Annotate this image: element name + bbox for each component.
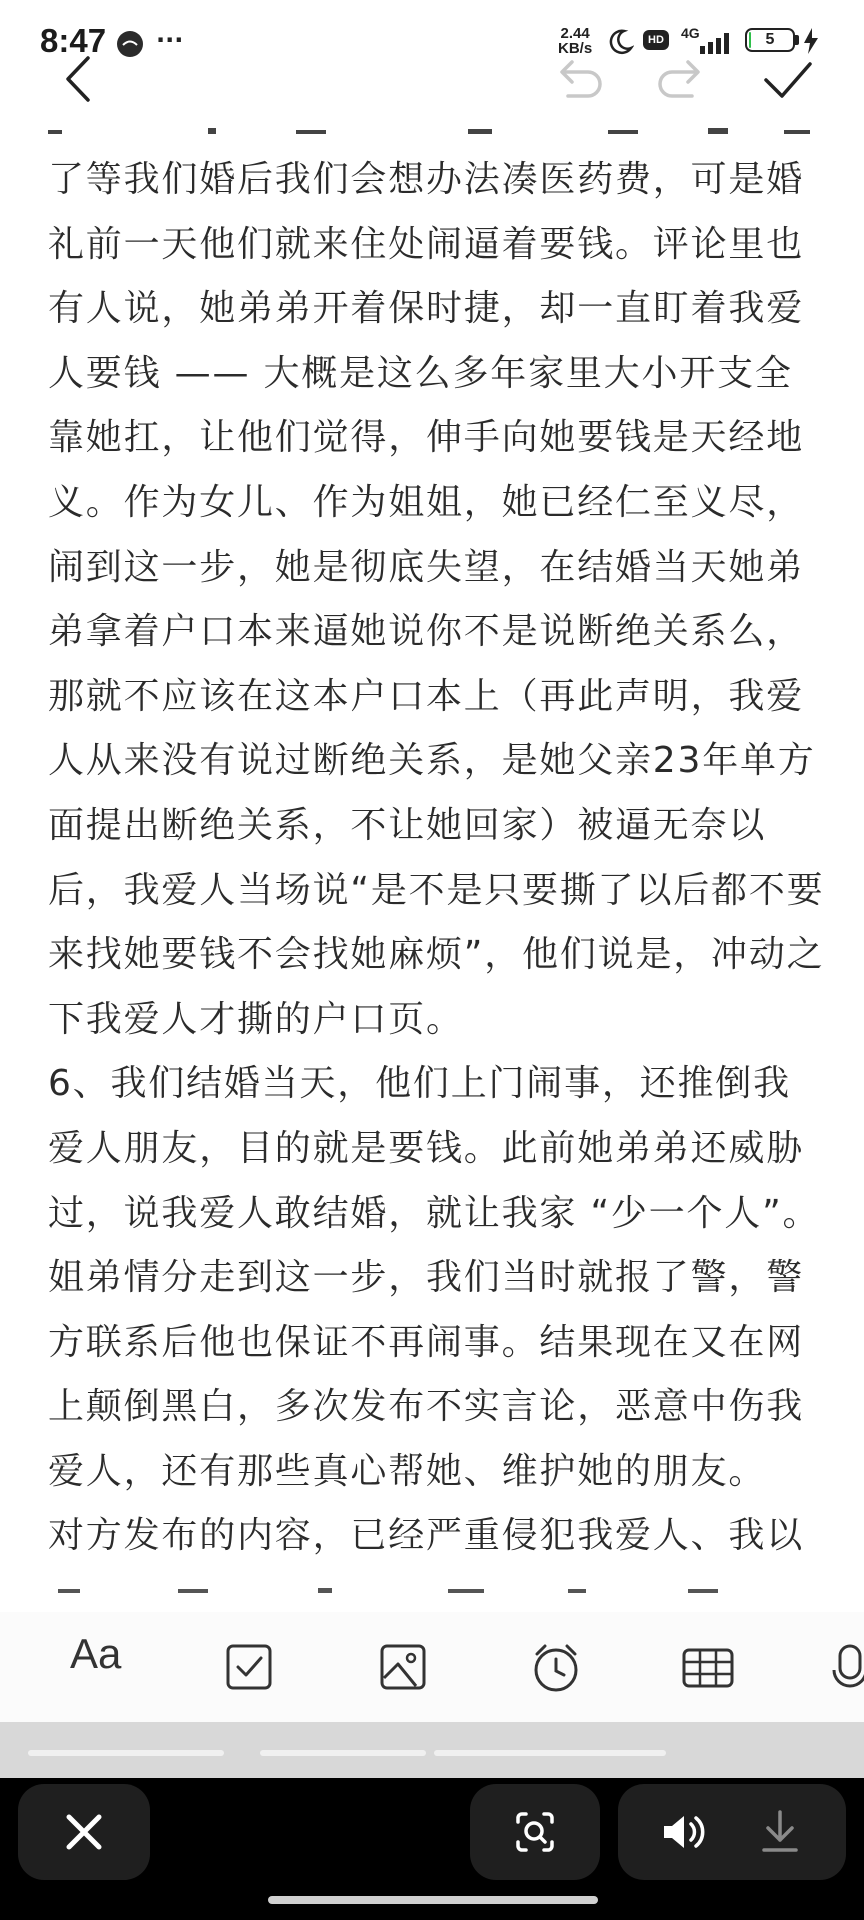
note-paragraph: 对方发布的内容，已经严重侵犯我爱人、我以 <box>48 1515 805 1557</box>
signal-label: 4G <box>681 25 700 41</box>
redo-button[interactable] <box>648 44 718 114</box>
checkbox-button[interactable] <box>214 1632 284 1702</box>
partial-text-line-top <box>48 118 828 136</box>
close-icon <box>18 1784 150 1880</box>
download-icon <box>746 1798 814 1866</box>
volume-button[interactable] <box>650 1798 718 1866</box>
image-icon <box>368 1632 438 1702</box>
scan-button[interactable] <box>470 1784 600 1880</box>
check-icon <box>752 44 822 114</box>
net-speed-unit: KB/s <box>558 40 593 57</box>
reminder-button[interactable] <box>521 1632 591 1702</box>
chevron-left-icon <box>46 44 116 114</box>
note-body[interactable] <box>48 148 828 1568</box>
undo-button[interactable] <box>542 44 612 114</box>
done-button[interactable] <box>752 44 822 114</box>
more-notifications: ··· <box>156 26 184 54</box>
voice-button[interactable] <box>826 1632 864 1702</box>
table-icon <box>672 1632 742 1702</box>
clock: 8:47 <box>40 22 107 59</box>
close-button[interactable] <box>18 1784 150 1880</box>
status-bar <box>0 0 864 86</box>
app-notification-icon <box>116 30 144 62</box>
home-indicator[interactable] <box>268 1896 598 1904</box>
text-style-button[interactable]: Aa <box>70 1630 122 1677</box>
strip-divider <box>260 1750 426 1756</box>
undo-icon <box>542 44 612 114</box>
battery-level: 5 <box>765 31 775 48</box>
mic-icon <box>826 1632 864 1702</box>
back-button[interactable] <box>46 44 116 114</box>
hd-badge: HD <box>643 30 669 50</box>
strip-divider <box>28 1750 224 1756</box>
table-button[interactable] <box>672 1632 742 1702</box>
note-paragraph: 了等我们婚后我们会想办法凑医药费，可是婚礼前一天他们就来住处闹逼着要钱。评论里也有人说，她弟弟开着保时捷，却一直盯着我爱人要钱 —— 大概是这么多年家里大小开支全靠她扛，让他们觉得，伸手向她要钱是天经地义。作为女儿、作为姐姐，她已经仁至义尽，闹到这一步，她是彻底失望，在结婚当天她弟弟拿着户口本来逼她说你不是说断绝关系么，那就不应该在这本户口本上（再此声明，我爱人从来没有说过断绝关系，是她父亲23年单方面提出断绝关系，不让她回家）被逼无奈以后，我爱人当场说“是不是只要撕了以后都不要来找她要钱不会找她麻烦”，他们说是，冲动之下我爱人才撕的户口页。 <box>48 159 825 1040</box>
image-button[interactable] <box>368 1632 438 1702</box>
note-paragraph: 6、我们结婚当天，他们上门闹事，还推倒我爱人朋友，目的就是要钱。此前她弟弟还威胁过，说我爱人敢结婚，就让我家 “少一个人”。姐弟情分走到这一步，我们当时就报了警，警方联系后他也保证不再闹事。结果现在又在网上颠倒黑白，多次发布不实言论，恶意中伤我爱人，还有那些真心帮她、维护她的朋友。 <box>48 1063 821 1492</box>
screenshot-scan-icon <box>470 1784 600 1880</box>
redo-icon <box>648 44 718 114</box>
download-button[interactable] <box>746 1798 814 1866</box>
alarm-icon <box>521 1632 591 1702</box>
partial-text-line-bottom <box>48 1586 828 1600</box>
net-speed-value: 2.44 <box>560 25 590 42</box>
checkbox-icon <box>214 1632 284 1702</box>
volume-icon <box>650 1798 718 1866</box>
strip-divider <box>434 1750 666 1756</box>
